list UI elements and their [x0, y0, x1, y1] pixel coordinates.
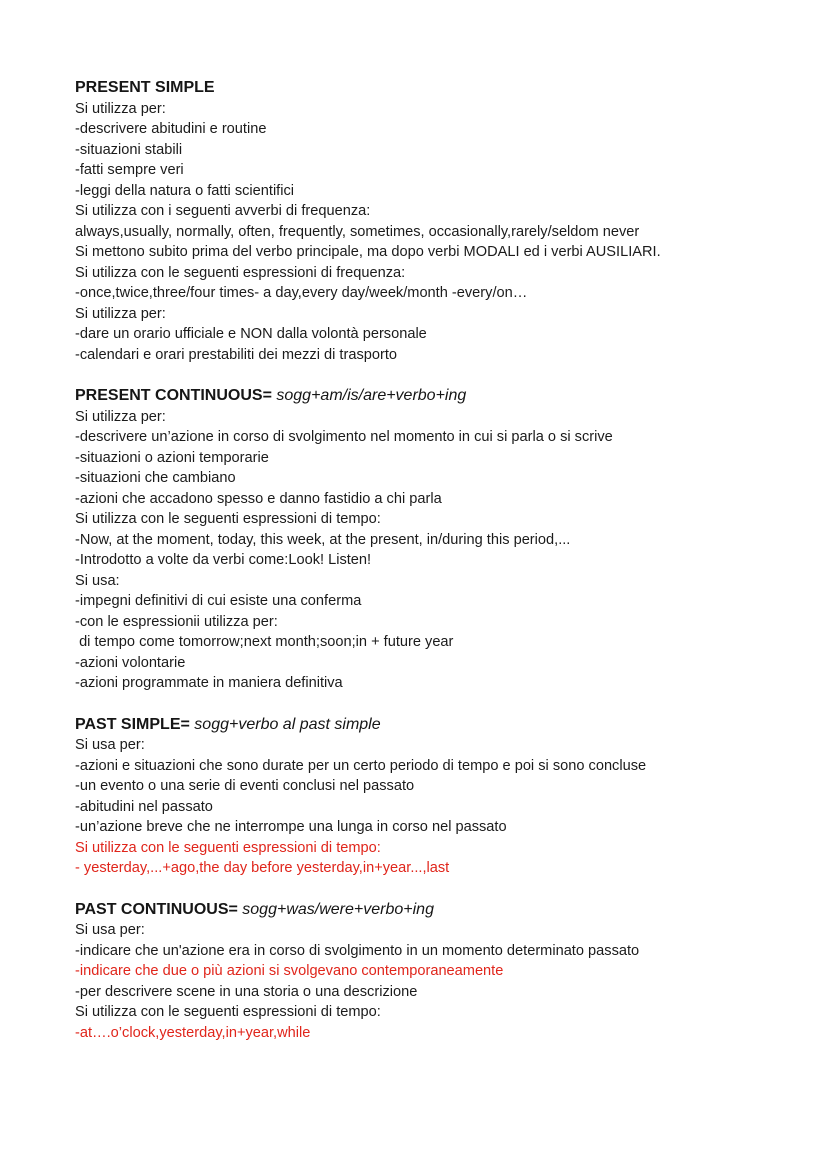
section-past-continuous [75, 900, 788, 1044]
heading-formula: sogg+was/were+verbo+ing [242, 900, 434, 918]
text-line: -azioni programmate in maniera definitiva [75, 675, 343, 691]
text-line: -situazioni che cambiano [75, 470, 236, 486]
text-line: -con le espressionii utilizza per: [75, 613, 278, 630]
heading-title: PAST CONTINUOUS= [75, 900, 238, 918]
section-past-simple [75, 715, 788, 879]
text-line: -un’azione breve che ne interrompe una lunga in corso nel passato [75, 819, 507, 835]
heading-formula: sogg+am/is/are+verbo+ing [276, 387, 467, 404]
text-line: di tempo come tomorrow;next month;soon;in + future year [75, 634, 454, 650]
text-line: -impegni definitivi di cui esiste una conferma [75, 593, 362, 609]
section-present-simple [75, 78, 788, 365]
section-present-continuous [75, 386, 788, 694]
text-line: -descrivere un’azione in corso di svolgimento nel momento in cui si parla o si scrive [75, 429, 613, 445]
text-line: -situazioni stabili [75, 141, 183, 158]
heading-formula: sogg+verbo al past simple [194, 715, 381, 733]
text-line: Si utilizza con le seguenti espressioni di frequenza: [75, 264, 406, 281]
text-line: -situazioni o azioni temporarie [75, 449, 269, 466]
text-line: Si utilizza per: [75, 100, 166, 117]
heading-title: PRESENT CONTINUOUS= [75, 387, 272, 404]
text-line: always,usually, normally, often, frequently, sometimes, occasionally,rarely/seldom never [75, 223, 640, 240]
text-line: -abitudini nel passato [75, 798, 213, 815]
text-line: -azioni e situazioni che sono durate per un certo periodo di tempo e poi si sono concluse [75, 757, 647, 774]
text-line: Si usa: [75, 572, 120, 589]
text-line: -un evento o una serie di eventi conclusi nel passato [75, 778, 415, 794]
text-line-red: - yesterday,...+ago,the day before yesterday,in+year...,last [75, 860, 450, 876]
section-heading [75, 78, 788, 99]
heading-title: PAST SIMPLE= [75, 715, 190, 733]
text-line: Si mettono subito prima del verbo principale, ma dopo verbi MODALI ed i verbi AUSILIARI. [75, 244, 661, 260]
text-line: -azioni volontarie [75, 654, 186, 671]
text-line: -per descrivere scene in una storia o una descrizione [75, 983, 418, 1000]
text-line: -once,twice,three/four times- a day,every day/week/month -every/on… [75, 285, 528, 301]
text-line: Si usa per: [75, 737, 145, 753]
section-heading [75, 715, 788, 736]
text-line: Si utilizza con i seguenti avverbi di frequenza: [75, 203, 371, 219]
text-line: -Introdotto a volte da verbi come:Look! Listen! [75, 552, 372, 568]
text-line: Si utilizza con le seguenti espressioni di tempo: [75, 1004, 381, 1020]
text-line: Si usa per: [75, 922, 145, 938]
text-line: -dare un orario ufficiale e NON dalla volontà personale [75, 326, 427, 342]
text-line: Si utilizza con le seguenti espressioni di tempo: [75, 511, 381, 527]
text-line-red: -indicare che due o più azioni si svolgevano contemporaneamente [75, 963, 504, 979]
text-line: -leggi della natura o fatti scientifici [75, 182, 295, 199]
text-line-red: Si utilizza con le seguenti espressioni di tempo: [75, 839, 381, 856]
text-line-red: -at….o’clock,yesterday,in+year,while [75, 1024, 311, 1041]
text-line: Si utilizza per: [75, 305, 166, 322]
text-line: Si utilizza per: [75, 408, 166, 425]
text-line: -fatti sempre veri [75, 162, 184, 178]
section-heading [75, 386, 788, 407]
text-line: -azioni che accadono spesso e danno fastidio a chi parla [75, 490, 442, 507]
section-heading [75, 900, 788, 921]
text-line: -calendari e orari prestabiliti dei mezzi di trasporto [75, 346, 398, 363]
text-line: -Now, at the moment, today, this week, at the present, in/during this period,... [75, 531, 571, 548]
text-line: -descrivere abitudini e routine [75, 121, 267, 137]
heading-title: PRESENT SIMPLE [75, 79, 215, 96]
text-line: -indicare che un'azione era in corso di svolgimento in un momento determinato passato [75, 942, 640, 959]
